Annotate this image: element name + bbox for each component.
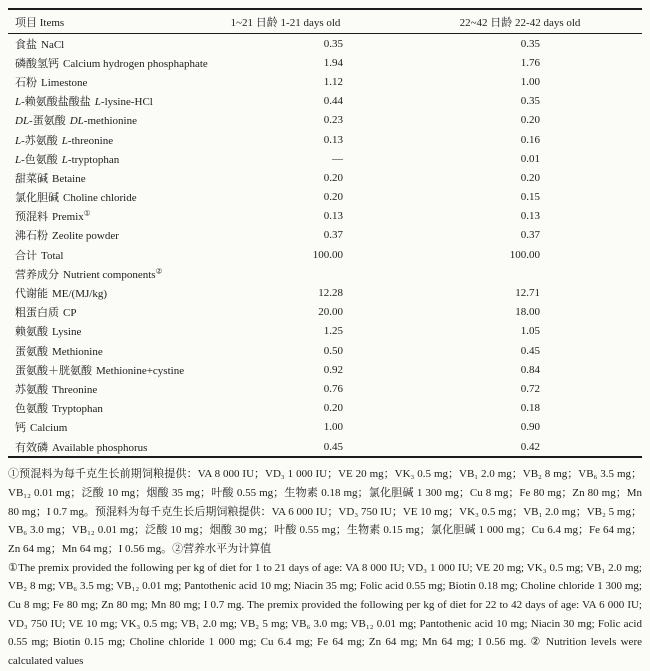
item-name-zh: 氯化胆碱 [15,192,59,205]
value-days-1-21: 0.20 [323,171,343,184]
value-days-1-21: — [332,152,343,165]
ingredient-nutrient-table [8,8,642,458]
value-days-1-21 [213,264,358,283]
table-row [8,283,642,302]
item-name-cell [8,188,213,207]
value-days-22-42: 0.13 [520,210,540,223]
value-days-22-42: 0.45 [520,344,540,357]
table-row [8,360,642,379]
table-row [8,92,642,111]
table-row [8,34,642,54]
value-days-1-21: 100.00 [312,248,343,261]
table-row [8,418,642,437]
item-name-en: Nutrient components [63,268,156,281]
value-days-1-21: 0.45 [323,440,343,453]
value-days-1-21: 0.50 [323,344,343,357]
item-name-cell [8,399,213,418]
value-days-22-42: 1.76 [520,56,540,69]
item-name-cell [8,437,213,457]
value-days-22-42: 0.84 [520,363,540,376]
item-name-cell [8,53,213,72]
header-items: 项目 Items [8,9,213,34]
value-days-22-42: 0.20 [520,171,540,184]
value-days-1-21: 0.23 [323,114,343,127]
table-row [8,168,642,187]
value-days-22-42: 0.90 [520,421,540,434]
item-name-zh: 苏氨酸 [24,134,58,147]
item-name-cell [8,72,213,91]
value-days-1-21: 1.25 [323,325,343,338]
table-row [8,264,642,283]
item-prefix-en: L- [61,153,72,166]
value-days-22-42: 0.37 [520,229,540,242]
table-header [8,9,642,34]
value-days-22-42: 1.00 [520,75,540,88]
value-days-22-42: 0.35 [520,37,540,50]
item-name-en: Betaine [52,172,86,185]
value-days-1-21: 0.44 [323,95,343,108]
value-days-1-21: 0.37 [323,229,343,242]
table-row [8,341,642,360]
item-name-zh: 蛋氨酸 [32,115,66,128]
item-name-cell [8,130,213,149]
value-days-1-21: 0.20 [323,402,343,415]
item-name-zh: 合计 [15,249,37,262]
value-days-22-42: 100.00 [509,248,540,261]
item-prefix-en: DL- [69,115,88,128]
value-days-1-21: 1.00 [323,421,343,434]
table-body [8,34,642,458]
table-row [8,226,642,245]
item-name-cell [8,168,213,187]
item-name-zh: 赖氨酸 [15,326,48,339]
item-prefix-en: L- [61,134,72,147]
item-name-cell [8,226,213,245]
value-days-22-42: 0.16 [520,133,540,146]
item-name-cell [8,111,213,130]
item-name-en: Threonine [52,383,98,396]
value-days-22-42: 12.71 [515,287,540,300]
table-row [8,188,642,207]
item-name-en: methionine [87,115,137,128]
item-name-zh: 食盐 [15,38,37,51]
item-name-zh: 预混料 [15,211,48,224]
table-row [8,149,642,168]
table-row [8,399,642,418]
value-days-1-21: 0.13 [323,210,343,223]
table-row [8,207,642,226]
table-row [8,111,642,130]
item-prefix-zh: L- [15,153,25,166]
item-name-zh: 色氨酸 [15,403,48,416]
item-name-cell [8,360,213,379]
table-row [8,130,642,149]
value-days-1-21: 1.94 [323,56,343,69]
table-row [8,245,642,264]
item-name-cell [8,418,213,437]
item-footnote-mark: ② [155,266,163,276]
table-row [8,303,642,322]
item-prefix-zh: L- [15,96,25,109]
item-name-cell [8,245,213,264]
item-name-en: Calcium hydrogen phosphaphate [63,57,208,70]
item-name-cell [8,341,213,360]
value-days-1-21: 12.28 [318,287,343,300]
value-days-22-42: 0.35 [520,95,540,108]
value-days-22-42: 0.01 [520,152,540,165]
item-name-en: CP [63,307,77,320]
value-days-1-21: 20.00 [318,306,343,319]
item-name-en: lysine-HCl [104,96,153,109]
value-days-22-42 [358,264,642,283]
item-name-zh: 蛋氨酸＋胱氨酸 [15,364,92,377]
item-name-en: Tryptophan [52,403,103,416]
item-prefix-zh: DL- [15,115,33,128]
item-prefix-en: L- [94,96,105,109]
item-name-en: Available phosphorus [52,441,148,454]
table-row [8,72,642,91]
item-name-en: Limestone [41,76,88,89]
item-name-cell [8,149,213,168]
item-name-en: tryptophan [71,153,120,166]
item-name-cell [8,34,213,54]
header-days-22-42: 22~42 日龄 22-42 days old [358,9,642,34]
value-days-1-21: 0.35 [323,37,343,50]
item-footnote-mark: ① [83,208,91,218]
item-name-en: Methionine [52,345,103,358]
item-name-zh: 有效磷 [15,441,48,454]
item-name-cell [8,303,213,322]
table-row [8,53,642,72]
item-name-en: Total [41,249,64,262]
value-days-1-21: 0.13 [323,133,343,146]
item-name-zh: 苏氨酸 [15,383,48,396]
value-days-1-21: 0.92 [323,363,343,376]
item-name-zh: 沸石粉 [15,230,48,243]
header-row [8,9,642,34]
item-name-en: Calcium [30,422,68,435]
footnote-zh: ①预混料为每千克生长前期饲粮提供：VA 8 000 IU；VD₃ 1 000 IU；VE 20 mg；VK₃ 0.5 mg；VB₁ 2.0 mg；VB₂ 8 mg；VB₆ 3.5 mg；VB₁₂ 0.01 mg；泛酸 10 mg；烟酸 35 mg；叶酸 0.55 mg；生物素 0.18 mg；氯化胆碱 1 300 mg；Cu 8 mg；Fe 80 mg；Zn 80 mg；Mn 80 mg；I 0.7 mg。预混料为每千克生长后期饲粮提供：VA 6 000 IU；VD₃ 750 IU；VE 10 mg；VK₃ 0.5 mg；VB₁ 2.0 mg；VB₂ 5 mg；VB₆ 3.0 mg；VB₁₂ 0.01 mg；泛酸 10 mg；烟酸 30 mg；叶酸 0.55 mg；生物素 0.15 mg；氯化胆碱 1 000 mg；Cu 6.4 mg；Fe 64 mg；Zn 64 mg；Mn 64 mg；I 0.56 mg。②营养水平为计算值 [8,468,642,555]
value-days-22-42: 0.20 [520,114,540,127]
item-name-en: Zeolite powder [52,230,119,243]
item-name-en: ME/(MJ/kg) [52,288,107,301]
value-days-1-21: 1.12 [323,75,343,88]
value-days-22-42: 0.18 [520,402,540,415]
item-name-zh: 赖氨酸盐酸盐 [24,96,91,109]
value-days-1-21: 0.76 [323,382,343,395]
item-name-cell [8,283,213,302]
item-name-cell [8,207,213,226]
value-days-22-42: 1.05 [520,325,540,338]
item-name-cell [8,92,213,111]
item-name-zh: 粗蛋白质 [15,307,59,320]
item-name-zh: 钙 [15,422,26,435]
item-name-zh: 甜菜碱 [15,172,48,185]
item-name-en: NaCl [41,38,65,51]
value-days-22-42: 18.00 [515,306,540,319]
value-days-1-21: 0.20 [323,191,343,204]
item-name-en: Methionine+cystine [96,364,185,377]
table-row [8,437,642,457]
footnotes [8,465,642,671]
item-name-en: Choline chloride [63,192,137,205]
item-name-zh: 营养成分 [15,268,59,281]
item-name-zh: 色氨酸 [24,153,58,166]
item-name-en: threonine [71,134,114,147]
table-row [8,379,642,398]
item-name-en: Lysine [52,326,82,339]
item-name-zh: 蛋氨酸 [15,345,48,358]
header-days-1-21: 1~21 日龄 1-21 days old [213,9,358,34]
item-name-cell [8,379,213,398]
item-name-cell [8,322,213,341]
item-prefix-zh: L- [15,134,25,147]
item-name-zh: 磷酸氢钙 [15,57,59,70]
item-name-en: Premix [52,211,84,224]
item-name-zh: 石粉 [15,76,37,89]
value-days-22-42: 0.15 [520,191,540,204]
table-row [8,322,642,341]
item-name-zh: 代谢能 [15,288,48,301]
value-days-22-42: 0.72 [520,382,540,395]
value-days-22-42: 0.42 [520,440,540,453]
footnote-en: ①The premix provided the following per kg of diet for 1 to 21 days of age: VA 8 000 IU; VD₃ 1 000 IU; VE 20 mg; VK₃ 0.5 mg; VB₁ 2.0 mg; VB₂ 8 mg; VB₆ 3.5 mg; VB₁₂ 0.01 mg; Pantothenic acid 10 mg; Niacin 35 mg; Folic acid 0.55 mg; Biotin 0.18 mg; Choline chloride 1 300 mg; Cu 8 mg; Fe 80 mg; Zn 80 mg; Mn 80 mg; I 0.7 mg. The premix provided the following per kg of diet for 22 to 42 days of age: VA 6 000 IU; VD₃ 750 IU; VE 10 mg; VK₃ 0.5 mg; VB₁ 2.0 mg; VB₂ 5 mg; VB₆ 3.0 mg; VB₁₂ 0.01 mg; Pantothenic acid 10 mg; Niacin 30 mg; Folic acid 0.55 mg; Biotin 0.15 mg; Choline chloride 1 000 mg; Cu 6.4 mg; Fe 64 mg; Zn 64 mg; Mn 64 mg; I 0.56 mg. ② Nutrition levels were calculated values [8,561,642,668]
item-name-cell [8,264,213,283]
